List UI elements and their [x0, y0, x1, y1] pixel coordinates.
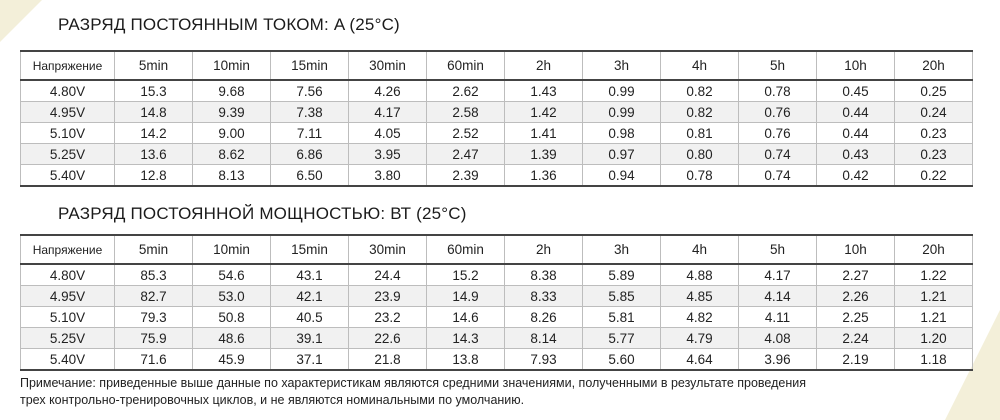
value-cell: 2.24 — [817, 328, 895, 349]
value-cell: 14.9 — [427, 286, 505, 307]
value-cell: 42.1 — [271, 286, 349, 307]
value-cell: 2.62 — [427, 80, 505, 102]
value-cell: 6.86 — [271, 144, 349, 165]
value-cell: 2.26 — [817, 286, 895, 307]
voltage-cell: 5.25V — [21, 328, 115, 349]
voltage-cell: 5.10V — [21, 123, 115, 144]
value-cell: 4.64 — [661, 349, 739, 371]
value-cell: 15.2 — [427, 264, 505, 286]
column-header: 4h — [661, 235, 739, 264]
table-row — [21, 264, 973, 286]
value-cell: 39.1 — [271, 328, 349, 349]
value-cell: 2.25 — [817, 307, 895, 328]
value-cell: 9.39 — [193, 102, 271, 123]
value-cell: 54.6 — [193, 264, 271, 286]
value-cell: 2.47 — [427, 144, 505, 165]
value-cell: 8.38 — [505, 264, 583, 286]
column-header: 60min — [427, 235, 505, 264]
value-cell: 14.6 — [427, 307, 505, 328]
value-cell: 0.99 — [583, 80, 661, 102]
value-cell: 0.74 — [739, 165, 817, 187]
column-header: 30min — [349, 51, 427, 80]
value-cell: 1.20 — [895, 328, 973, 349]
current-discharge-table — [20, 50, 973, 187]
value-cell: 6.50 — [271, 165, 349, 187]
value-cell: 71.6 — [115, 349, 193, 371]
value-cell: 7.38 — [271, 102, 349, 123]
value-cell: 9.68 — [193, 80, 271, 102]
value-cell: 48.6 — [193, 328, 271, 349]
value-cell: 4.11 — [739, 307, 817, 328]
value-cell: 0.78 — [739, 80, 817, 102]
corner-decoration-top-left — [0, 0, 42, 42]
value-cell: 24.4 — [349, 264, 427, 286]
value-cell: 21.8 — [349, 349, 427, 371]
voltage-cell: 4.80V — [21, 264, 115, 286]
voltage-cell: 5.40V — [21, 165, 115, 187]
value-cell: 0.44 — [817, 123, 895, 144]
value-cell: 0.98 — [583, 123, 661, 144]
column-header: 20h — [895, 235, 973, 264]
value-cell: 1.42 — [505, 102, 583, 123]
value-cell: 0.24 — [895, 102, 973, 123]
value-cell: 2.27 — [817, 264, 895, 286]
value-cell: 8.13 — [193, 165, 271, 187]
value-cell: 15.3 — [115, 80, 193, 102]
value-cell: 3.96 — [739, 349, 817, 371]
table-row — [21, 307, 973, 328]
value-cell: 8.62 — [193, 144, 271, 165]
column-header: 10h — [817, 51, 895, 80]
value-cell: 2.19 — [817, 349, 895, 371]
value-cell: 1.18 — [895, 349, 973, 371]
table-row — [21, 102, 973, 123]
voltage-cell: 4.95V — [21, 286, 115, 307]
value-cell: 23.2 — [349, 307, 427, 328]
value-cell: 0.76 — [739, 123, 817, 144]
value-cell: 5.85 — [583, 286, 661, 307]
value-cell: 2.39 — [427, 165, 505, 187]
table-header-row — [21, 51, 973, 80]
power-discharge-table — [20, 234, 973, 371]
voltage-cell: 5.40V — [21, 349, 115, 371]
value-cell: 5.89 — [583, 264, 661, 286]
value-cell: 4.17 — [739, 264, 817, 286]
value-cell: 23.9 — [349, 286, 427, 307]
column-header: 2h — [505, 51, 583, 80]
value-cell: 1.36 — [505, 165, 583, 187]
value-cell: 0.78 — [661, 165, 739, 187]
value-cell: 4.14 — [739, 286, 817, 307]
value-cell: 0.81 — [661, 123, 739, 144]
value-cell: 7.56 — [271, 80, 349, 102]
column-header: 5min — [115, 235, 193, 264]
value-cell: 0.22 — [895, 165, 973, 187]
value-cell: 0.97 — [583, 144, 661, 165]
value-cell: 4.79 — [661, 328, 739, 349]
value-cell: 4.26 — [349, 80, 427, 102]
column-header: 60min — [427, 51, 505, 80]
voltage-cell: 4.95V — [21, 102, 115, 123]
value-cell: 0.42 — [817, 165, 895, 187]
value-cell: 82.7 — [115, 286, 193, 307]
table-header-row — [21, 235, 973, 264]
column-header: 5h — [739, 51, 817, 80]
value-cell: 5.60 — [583, 349, 661, 371]
value-cell: 0.23 — [895, 123, 973, 144]
table-row — [21, 165, 973, 187]
value-cell: 1.39 — [505, 144, 583, 165]
value-cell: 12.8 — [115, 165, 193, 187]
value-cell: 14.3 — [427, 328, 505, 349]
value-cell: 75.9 — [115, 328, 193, 349]
value-cell: 0.76 — [739, 102, 817, 123]
table-row — [21, 123, 973, 144]
value-cell: 37.1 — [271, 349, 349, 371]
value-cell: 4.82 — [661, 307, 739, 328]
column-header: 30min — [349, 235, 427, 264]
value-cell: 43.1 — [271, 264, 349, 286]
column-header: 10min — [193, 51, 271, 80]
voltage-cell: 4.80V — [21, 80, 115, 102]
voltage-cell: 5.25V — [21, 144, 115, 165]
column-header: 20h — [895, 51, 973, 80]
column-header: 3h — [583, 235, 661, 264]
column-header: 3h — [583, 51, 661, 80]
value-cell: 1.21 — [895, 307, 973, 328]
value-cell: 5.77 — [583, 328, 661, 349]
voltage-cell: 5.10V — [21, 307, 115, 328]
value-cell: 53.0 — [193, 286, 271, 307]
value-cell: 0.44 — [817, 102, 895, 123]
value-cell: 22.6 — [349, 328, 427, 349]
value-cell: 4.17 — [349, 102, 427, 123]
value-cell: 8.33 — [505, 286, 583, 307]
table-row — [21, 286, 973, 307]
value-cell: 1.41 — [505, 123, 583, 144]
value-cell: 0.80 — [661, 144, 739, 165]
current-discharge-title: РАЗРЯД ПОСТОЯННЫМ ТОКОМ: A (25°C) — [58, 15, 400, 34]
value-cell: 0.25 — [895, 80, 973, 102]
value-cell: 1.22 — [895, 264, 973, 286]
table-row — [21, 144, 973, 165]
table-row — [21, 80, 973, 102]
column-header-voltage: Напряжение — [21, 235, 115, 264]
value-cell: 79.3 — [115, 307, 193, 328]
value-cell: 7.93 — [505, 349, 583, 371]
value-cell: 13.6 — [115, 144, 193, 165]
value-cell: 45.9 — [193, 349, 271, 371]
column-header: 10min — [193, 235, 271, 264]
value-cell: 0.82 — [661, 102, 739, 123]
column-header: 15min — [271, 51, 349, 80]
value-cell: 13.8 — [427, 349, 505, 371]
footnote-line: трех контрольно-тренировочных циклов, и не являются номинальными по умолчанию. — [20, 393, 525, 407]
table-row — [21, 328, 973, 349]
value-cell: 4.88 — [661, 264, 739, 286]
column-header: 10h — [817, 235, 895, 264]
value-cell: 0.43 — [817, 144, 895, 165]
value-cell: 85.3 — [115, 264, 193, 286]
column-header: 5min — [115, 51, 193, 80]
value-cell: 0.74 — [739, 144, 817, 165]
footnote — [20, 375, 920, 409]
value-cell: 0.94 — [583, 165, 661, 187]
value-cell: 8.14 — [505, 328, 583, 349]
value-cell: 0.82 — [661, 80, 739, 102]
value-cell: 2.52 — [427, 123, 505, 144]
value-cell: 0.99 — [583, 102, 661, 123]
value-cell: 1.43 — [505, 80, 583, 102]
value-cell: 3.95 — [349, 144, 427, 165]
value-cell: 50.8 — [193, 307, 271, 328]
value-cell: 0.23 — [895, 144, 973, 165]
value-cell: 4.05 — [349, 123, 427, 144]
value-cell: 0.45 — [817, 80, 895, 102]
column-header: 2h — [505, 235, 583, 264]
value-cell: 2.58 — [427, 102, 505, 123]
value-cell: 14.2 — [115, 123, 193, 144]
column-header-voltage: Напряжение — [21, 51, 115, 80]
value-cell: 40.5 — [271, 307, 349, 328]
footnote-line: Примечание: приведенные выше данные по характеристикам являются средними значениями, полученными в результате проведения — [20, 376, 807, 390]
power-discharge-title: РАЗРЯД ПОСТОЯННОЙ МОЩНОСТЬЮ: ВТ (25°C) — [58, 204, 467, 223]
column-header: 5h — [739, 235, 817, 264]
value-cell: 4.08 — [739, 328, 817, 349]
value-cell: 3.80 — [349, 165, 427, 187]
value-cell: 8.26 — [505, 307, 583, 328]
value-cell: 5.81 — [583, 307, 661, 328]
value-cell: 9.00 — [193, 123, 271, 144]
column-header: 15min — [271, 235, 349, 264]
table-row — [21, 349, 973, 371]
value-cell: 7.11 — [271, 123, 349, 144]
value-cell: 4.85 — [661, 286, 739, 307]
value-cell: 1.21 — [895, 286, 973, 307]
value-cell: 14.8 — [115, 102, 193, 123]
column-header: 4h — [661, 51, 739, 80]
